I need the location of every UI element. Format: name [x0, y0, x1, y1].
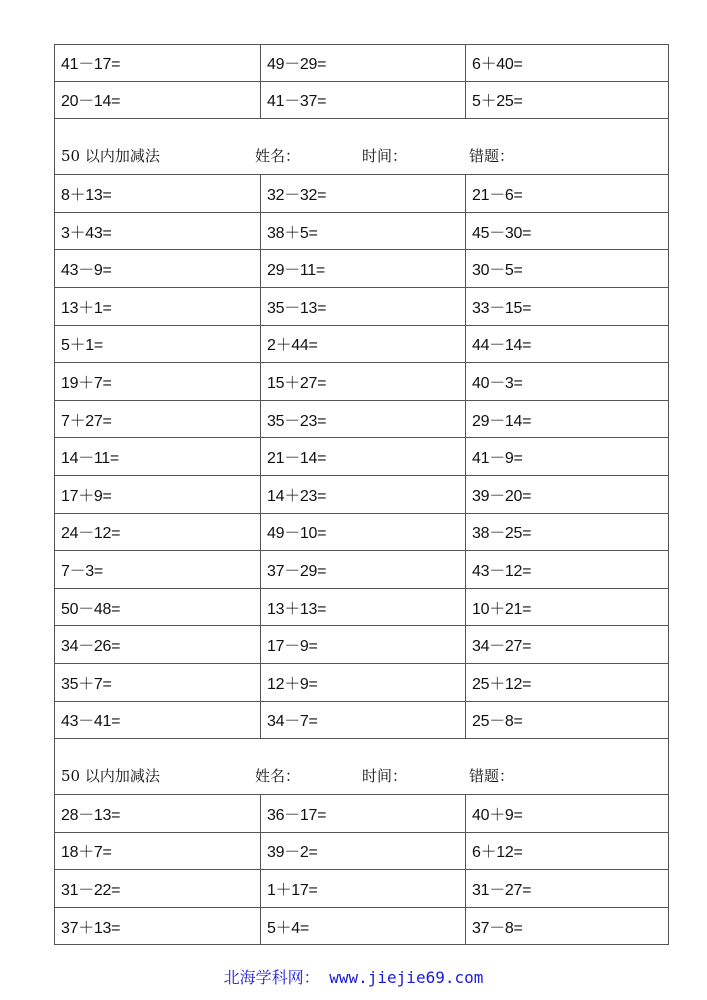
table-row: [54, 908, 669, 946]
problem-cell: 41－37=: [260, 82, 465, 119]
problem-cell: 34－27=: [465, 626, 668, 663]
problem-cell: 43－9=: [61, 262, 112, 280]
problem-cell: 35－13=: [260, 288, 465, 325]
problem-cell: 10＋21=: [465, 589, 668, 626]
problem-cell: 35＋7=: [61, 675, 112, 693]
table-row: [54, 438, 669, 476]
errors-label: 错题：: [469, 147, 515, 166]
table-row: [54, 175, 669, 213]
problem-cell: 18＋7=: [61, 844, 112, 862]
problem-cell: 49－29=: [260, 45, 465, 81]
problem-cell: 40＋9=: [465, 795, 668, 832]
problem-cell: 34－7=: [260, 702, 465, 739]
problem-cell: 7＋27=: [61, 412, 112, 430]
problem-cell: 40－3=: [465, 363, 668, 400]
problem-cell: 29－14=: [465, 401, 668, 438]
problem-cell: 21－14=: [260, 438, 465, 475]
problem-cell: 30－5=: [465, 250, 668, 287]
problem-cell: 3＋43=: [61, 224, 112, 242]
problem-cell: 24－12=: [61, 525, 121, 543]
problem-cell: 36－17=: [260, 795, 465, 832]
worksheet: [54, 44, 669, 945]
table-row: [54, 363, 669, 401]
name-label: 姓名：: [255, 147, 301, 166]
problem-cell: 43－12=: [465, 551, 668, 588]
problem-cell: 38－25=: [465, 514, 668, 551]
worksheet-title: 50 以内加减法: [61, 767, 160, 786]
problem-cell: 41－17=: [61, 56, 121, 74]
problem-cell: 28－13=: [61, 806, 121, 824]
problem-cell: 13＋1=: [61, 299, 112, 317]
problem-cell: 41－9=: [465, 438, 668, 475]
problem-cell: 5＋25=: [465, 82, 668, 119]
problem-cell: 5＋1=: [61, 337, 103, 355]
section-2-table: [54, 795, 669, 945]
problem-cell: 33－15=: [465, 288, 668, 325]
problem-cell: 5＋4=: [260, 908, 465, 945]
problem-cell: 38＋5=: [260, 213, 465, 250]
problem-cell: 50－48=: [61, 600, 121, 618]
table-row: [54, 288, 669, 326]
table-row: [54, 551, 669, 589]
problem-cell: 39－2=: [260, 833, 465, 870]
errors-label: 错题：: [469, 767, 515, 786]
problem-cell: 31－27=: [465, 870, 668, 907]
section-1-table: [54, 175, 669, 739]
problem-cell: 37－8=: [465, 908, 668, 945]
problem-cell: 13＋13=: [260, 589, 465, 626]
problem-cell: 15＋27=: [260, 363, 465, 400]
problem-cell: 19＋7=: [61, 374, 112, 392]
problem-cell: 17＋9=: [61, 487, 112, 505]
section-1-header: [54, 119, 669, 175]
table-row: [54, 213, 669, 251]
table-row: [54, 326, 669, 364]
problem-cell: 14－11=: [61, 450, 119, 468]
table-row: [54, 589, 669, 627]
problem-cell: 12＋9=: [260, 664, 465, 701]
table-row: [54, 44, 669, 82]
problem-cell: 6＋12=: [465, 833, 668, 870]
problem-cell: 31－22=: [61, 882, 121, 900]
time-label: 时间：: [362, 147, 408, 166]
problem-cell: 6＋40=: [465, 45, 668, 81]
problem-cell: 44－14=: [465, 326, 668, 363]
problem-cell: 37＋13=: [61, 919, 121, 937]
section-2-header: [54, 739, 669, 795]
problem-cell: 20－14=: [61, 93, 121, 111]
table-row: [54, 626, 669, 664]
table-row: [54, 664, 669, 702]
table-row: [54, 250, 669, 288]
table-row: [54, 795, 669, 833]
problem-cell: 37－29=: [260, 551, 465, 588]
problem-cell: 34－26=: [61, 638, 121, 656]
table-row: [54, 401, 669, 439]
problem-cell: 2＋44=: [260, 326, 465, 363]
problem-cell: 45－30=: [465, 213, 668, 250]
worksheet-title: 50 以内加减法: [61, 147, 160, 166]
table-row: [54, 476, 669, 514]
problem-cell: 1＋17=: [260, 870, 465, 907]
section-top: [54, 44, 669, 119]
problem-cell: 35－23=: [260, 401, 465, 438]
problem-cell: 39－20=: [465, 476, 668, 513]
problem-cell: 21－6=: [465, 175, 668, 212]
problem-cell: 17－9=: [260, 626, 465, 663]
problem-cell: 25－8=: [465, 702, 668, 739]
table-row: [54, 514, 669, 552]
name-label: 姓名：: [255, 767, 301, 786]
problem-cell: 8＋13=: [61, 186, 112, 204]
table-row: [54, 702, 669, 740]
problem-cell: 32－32=: [260, 175, 465, 212]
problem-cell: 25＋12=: [465, 664, 668, 701]
footer-watermark: 北海学科网： www.jiejie69.com: [223, 968, 484, 987]
problem-cell: 14＋23=: [260, 476, 465, 513]
problem-cell: 43－41=: [61, 713, 121, 731]
table-row: [54, 870, 669, 908]
problem-cell: 7－3=: [61, 562, 103, 580]
time-label: 时间：: [362, 767, 408, 786]
table-row: [54, 82, 669, 120]
table-row: [54, 833, 669, 871]
problem-cell: 29－11=: [260, 250, 465, 287]
problem-cell: 49－10=: [260, 514, 465, 551]
